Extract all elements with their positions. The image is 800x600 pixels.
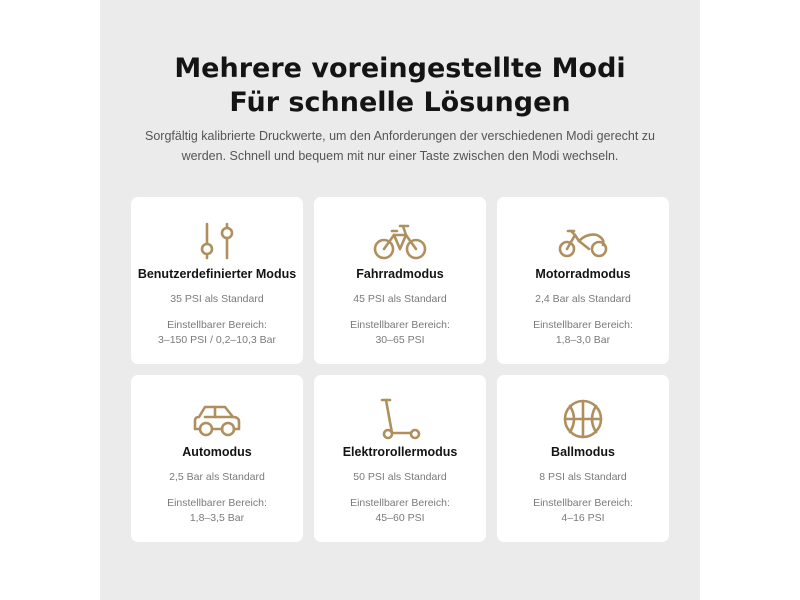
sliders-icon bbox=[131, 219, 303, 263]
mode-name: Fahrradmodus bbox=[356, 267, 444, 281]
mode-default-value: 50 PSI als Standard bbox=[353, 471, 447, 483]
mode-name: Automodus bbox=[182, 445, 252, 459]
mode-range-value: 3–150 PSI / 0,2–10,3 Bar bbox=[158, 334, 276, 346]
mode-default-value: 8 PSI als Standard bbox=[539, 471, 627, 483]
mode-name: Elektrorollermodus bbox=[342, 445, 458, 459]
page-title-line-1: Mehrere voreingestellte Modi bbox=[174, 53, 626, 84]
mode-name: Benutzerdefinierter Modus bbox=[137, 267, 297, 281]
mode-range bbox=[131, 318, 303, 348]
mode-range-value: 1,8–3,5 Bar bbox=[189, 512, 245, 524]
mode-default-value: 2,4 Bar als Standard bbox=[535, 293, 631, 305]
page-title-line-2: Für schnelle Lösungen bbox=[229, 87, 571, 118]
mode-default-value: 45 PSI als Standard bbox=[353, 293, 447, 305]
mode-card-custom bbox=[131, 197, 303, 364]
motorcycle-icon bbox=[497, 219, 669, 263]
page-subtitle: Sorgfältig kalibrierte Druckwerte, um den Anforderungen der verschiedenen Modi gerecht zu werden. Schnell und bequem mit nur einer Taste zwischen den Modi wechseln. bbox=[145, 129, 655, 163]
mode-card-ball bbox=[497, 375, 669, 542]
bicycle-icon bbox=[314, 219, 486, 263]
mode-range-label: Einstellbarer Bereich: bbox=[533, 497, 633, 509]
mode-range-label: Einstellbarer Bereich: bbox=[533, 319, 633, 331]
mode-range-value: 1,8–3,0 Bar bbox=[555, 334, 611, 346]
mode-range-value: 30–65 PSI bbox=[375, 334, 425, 346]
modes-grid bbox=[131, 197, 669, 542]
mode-range bbox=[131, 496, 303, 526]
mode-card-motorcycle bbox=[497, 197, 669, 364]
mode-default-value: 2,5 Bar als Standard bbox=[169, 471, 265, 483]
mode-card-car bbox=[131, 375, 303, 542]
page-title bbox=[100, 52, 700, 120]
mode-range bbox=[314, 318, 486, 348]
mode-range-value: 45–60 PSI bbox=[375, 512, 425, 524]
mode-range-value: 4–16 PSI bbox=[561, 512, 605, 524]
mode-range-label: Einstellbarer Bereich: bbox=[167, 319, 267, 331]
mode-range bbox=[497, 496, 669, 526]
mode-range bbox=[497, 318, 669, 348]
car-icon bbox=[131, 397, 303, 441]
mode-range-label: Einstellbarer Bereich: bbox=[167, 497, 267, 509]
mode-name: Ballmodus bbox=[551, 445, 615, 459]
mode-range-label: Einstellbarer Bereich: bbox=[350, 497, 450, 509]
mode-name: Motorradmodus bbox=[535, 267, 631, 281]
mode-range-label: Einstellbarer Bereich: bbox=[350, 319, 450, 331]
mode-default-value: 35 PSI als Standard bbox=[170, 293, 264, 305]
mode-range bbox=[314, 496, 486, 526]
mode-card-scooter bbox=[314, 375, 486, 542]
basketball-icon bbox=[497, 397, 669, 441]
content-panel bbox=[100, 0, 700, 600]
scooter-icon bbox=[314, 397, 486, 441]
mode-card-bicycle bbox=[314, 197, 486, 364]
